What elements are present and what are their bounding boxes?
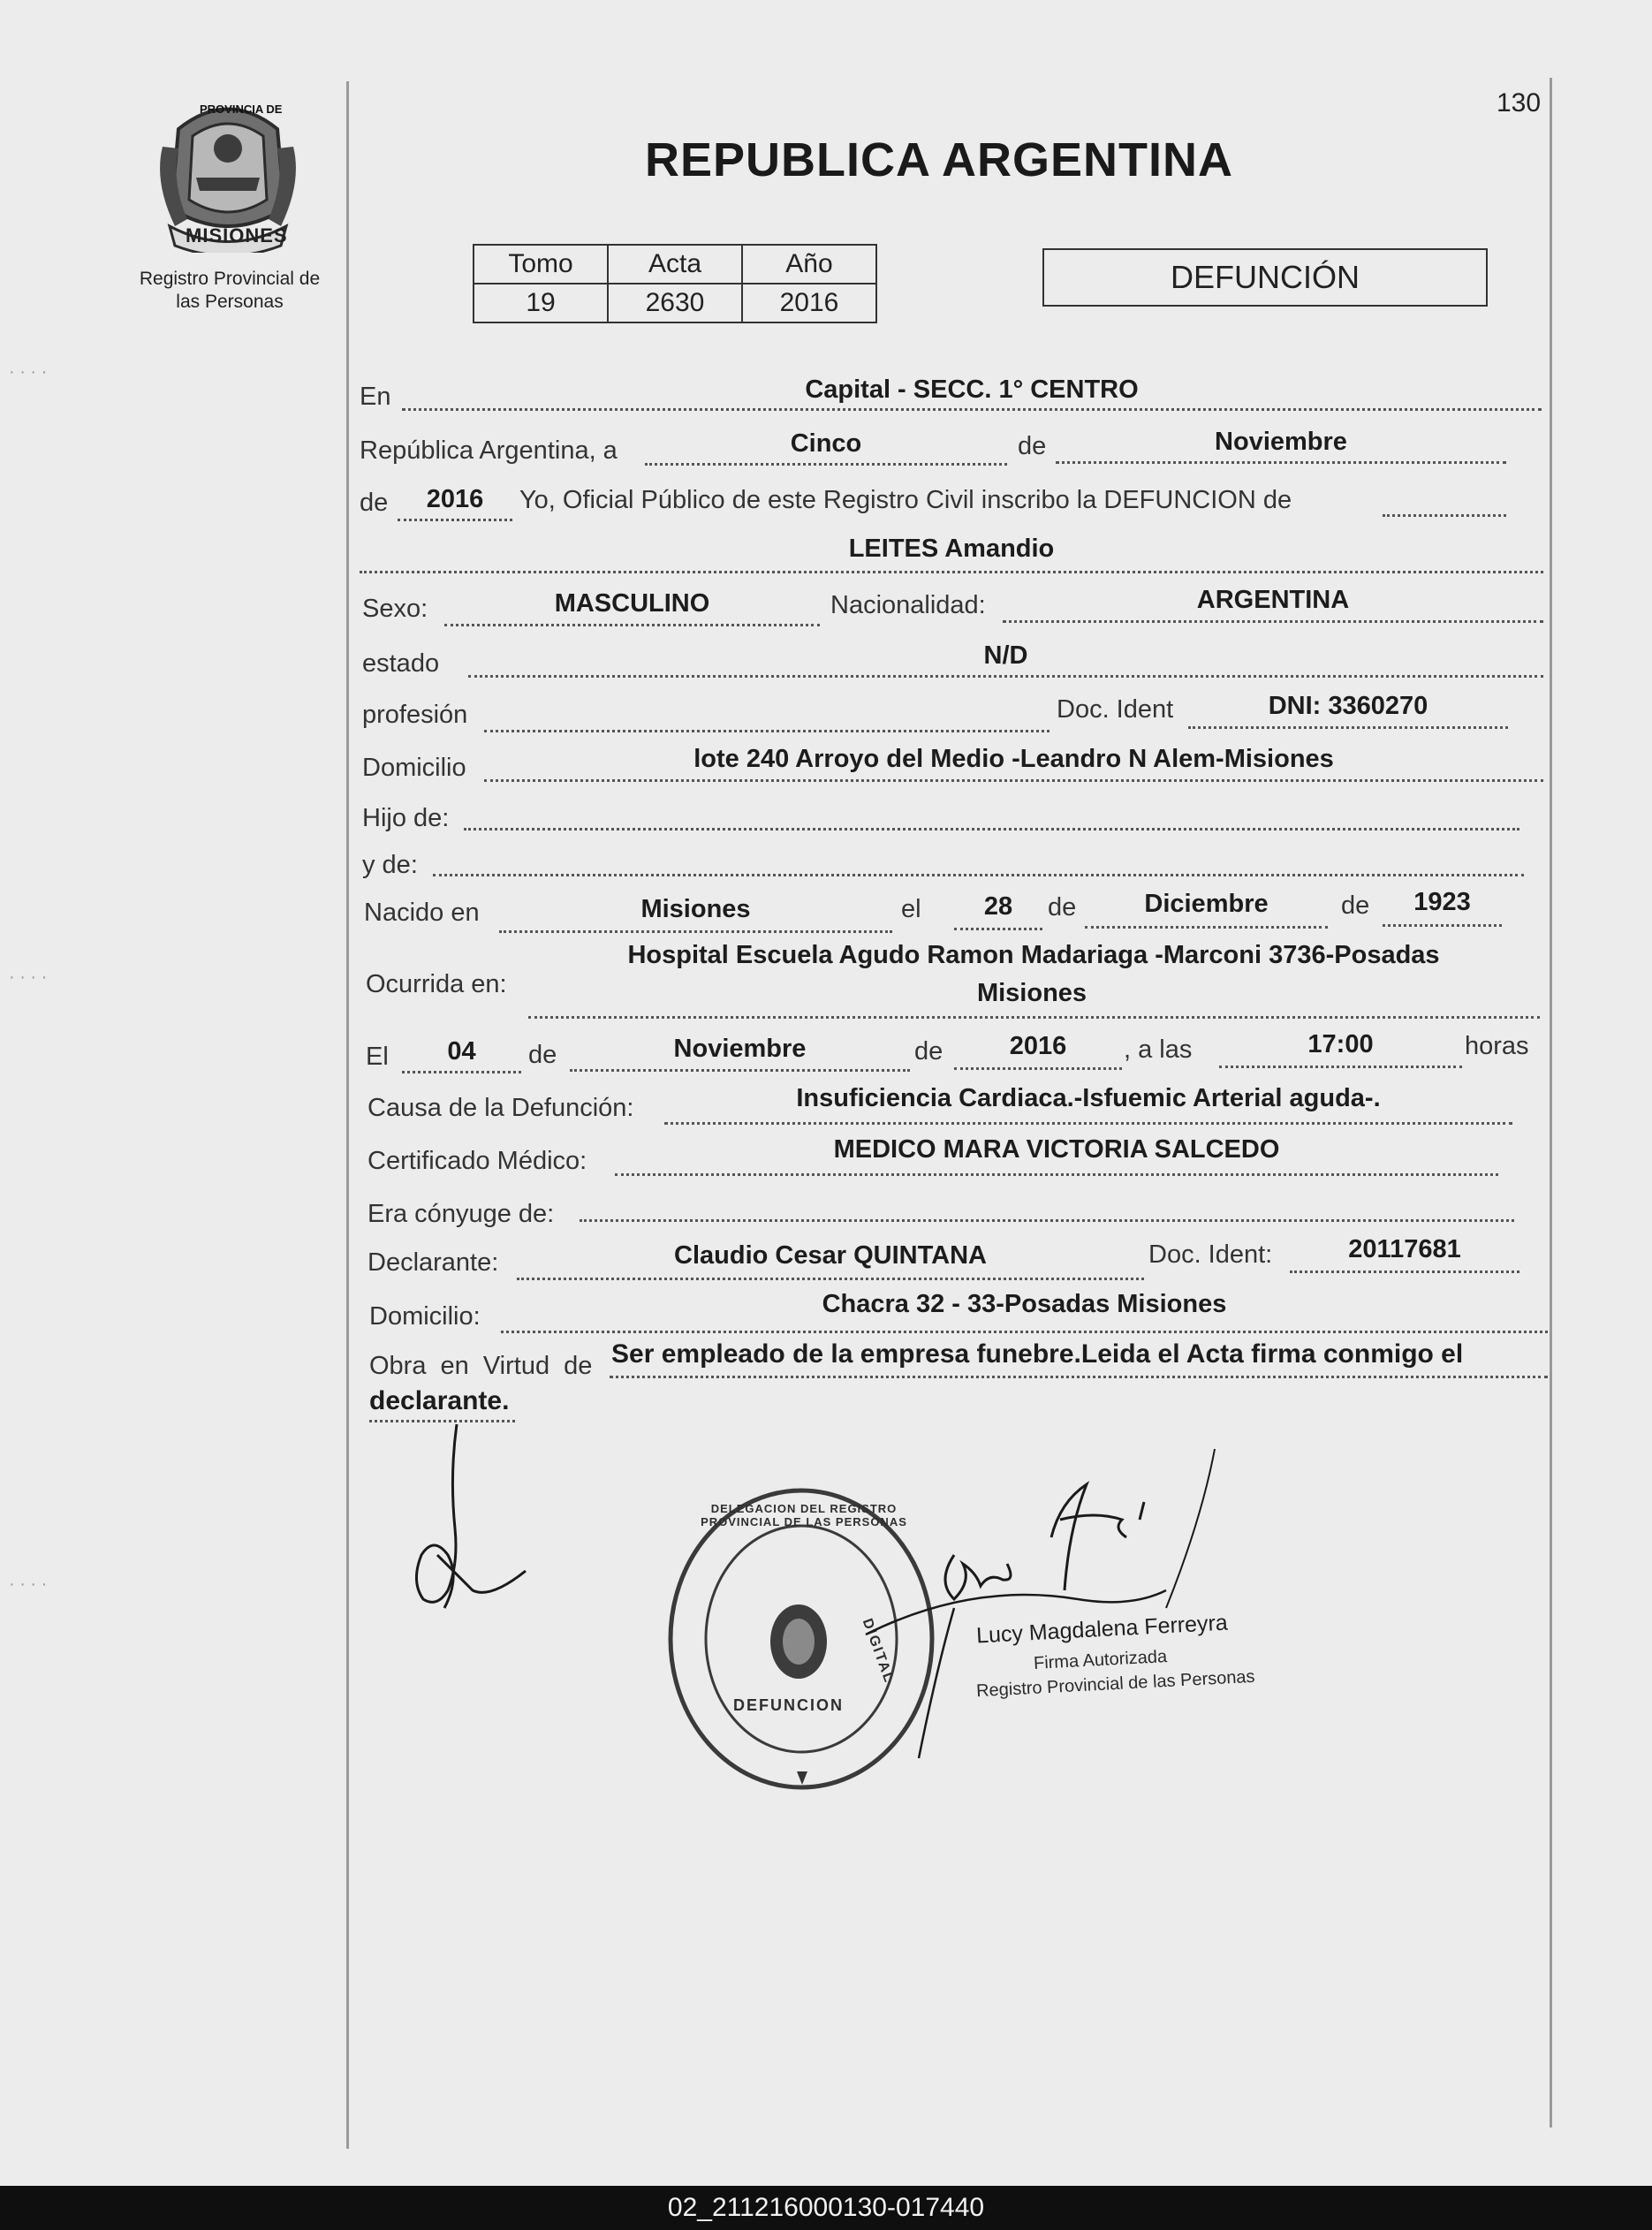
hijo-label: Hijo de: <box>362 804 450 832</box>
left-margin-rule <box>346 81 349 2149</box>
el-label: El <box>366 1043 389 1071</box>
estado-label: estado <box>362 649 440 678</box>
death-year-value: 2016 <box>1009 1032 1067 1060</box>
dotted-line <box>615 1173 1498 1176</box>
horas-label: horas <box>1465 1032 1529 1060</box>
declarante-doc-label: Doc. Ident: <box>1148 1240 1273 1269</box>
obra-line2-value: declarante. <box>369 1386 510 1415</box>
de-label: de <box>1048 893 1077 922</box>
dotted-line <box>645 463 1007 466</box>
dotted-line <box>464 828 1519 831</box>
dotted-line <box>1290 1270 1519 1273</box>
de-label: de <box>528 1041 557 1069</box>
sexo-value: MASCULINO <box>554 589 710 618</box>
conyuge-label: Era cónyuge de: <box>368 1200 555 1228</box>
de-label: de <box>914 1037 943 1066</box>
sexo-label: Sexo: <box>362 595 428 623</box>
certificado-label: Certificado Médico: <box>368 1147 587 1175</box>
declarant-signature <box>402 1422 543 1635</box>
obra-line1-value: Ser empleado de la empresa funebre.Leida el Acta firma conmigo el <box>611 1339 1464 1369</box>
nacionalidad-value: ARGENTINA <box>1196 586 1350 614</box>
dotted-line <box>360 571 1543 573</box>
seal-text-bottom: MISIONES <box>186 224 288 247</box>
dotted-line <box>954 928 1042 930</box>
registry-label <box>124 268 336 314</box>
dotted-line <box>484 730 1050 732</box>
deceased-name-value: LEITES Amandio <box>848 535 1055 563</box>
ocurrida-label: Ocurrida en: <box>366 970 507 998</box>
stamp-ring-text: DELEGACION DEL REGISTRO PROVINCIAL DE LAS PERSONAS <box>701 1502 907 1528</box>
table-cell-acta: 2630 <box>608 284 742 322</box>
registry-label-line1: Registro Provincial de <box>139 269 321 289</box>
dotted-line <box>1003 620 1543 623</box>
domicilio-value: lote 240 Arroyo del Medio -Leandro N Alem-Misiones <box>693 745 1334 773</box>
dotted-line <box>664 1122 1512 1125</box>
signatory-role: Firma Autorizada <box>1033 1647 1168 1673</box>
signatory-name: Lucy Magdalena Ferreyra <box>975 1610 1229 1649</box>
nacido-mes-value: Diciembre <box>1144 890 1269 918</box>
page-number: 130 <box>1497 88 1542 118</box>
death-month-value: Noviembre <box>673 1035 807 1063</box>
nacido-dia-value: 28 <box>983 892 1013 921</box>
seal-text-top: PROVINCIA DE <box>200 102 283 116</box>
death-time-value: 17:00 <box>1307 1030 1374 1058</box>
declarante-doc-value: 20117681 <box>1348 1235 1461 1263</box>
dotted-line <box>610 1376 1548 1378</box>
nacionalidad-label: Nacionalidad: <box>830 591 986 619</box>
domicilio-declarante-value: Chacra 32 - 33-Posadas Misiones <box>822 1290 1227 1318</box>
dotted-line <box>501 1331 1548 1333</box>
table-header-tomo: Tomo <box>474 245 608 284</box>
domicilio-label: Domicilio <box>362 754 466 782</box>
dotted-line <box>484 779 1543 782</box>
registry-label-line2: las Personas <box>176 292 284 312</box>
de-label: de <box>1341 891 1370 920</box>
republica-label: República Argentina, a <box>360 436 618 465</box>
doc-ident-label: Doc. Ident <box>1057 695 1174 724</box>
year-value: 2016 <box>426 485 484 513</box>
nacido-anio-value: 1923 <box>1413 888 1471 916</box>
dotted-line <box>468 675 1543 678</box>
table-cell-tomo: 19 <box>474 284 608 322</box>
record-table <box>473 244 877 323</box>
signatory-office: Registro Provincial de las Personas <box>975 1666 1256 1702</box>
table-header-acta: Acta <box>608 245 742 284</box>
nacido-lugar-value: Misiones <box>640 895 751 923</box>
dotted-line <box>1383 924 1502 927</box>
dotted-line <box>402 1071 521 1073</box>
dotted-line <box>570 1069 910 1072</box>
official-signature <box>795 1405 1254 1811</box>
dotted-line <box>580 1219 1514 1222</box>
dotted-line <box>1085 926 1328 929</box>
scan-mark: · · · · <box>9 967 48 987</box>
dotted-line <box>398 519 512 521</box>
scan-mark: · · · · <box>9 362 48 382</box>
en-label: En <box>360 383 391 411</box>
dotted-line <box>1188 726 1508 729</box>
declarante-label: Declarante: <box>368 1248 499 1277</box>
month-value: Noviembre <box>1215 428 1347 456</box>
ocurrida-line1-value: Hospital Escuela Agudo Ramon Madariaga -Marconi 3736-Posadas <box>627 941 1440 969</box>
dotted-line <box>402 408 1542 411</box>
doc-ident-value: DNI: 3360270 <box>1268 692 1428 720</box>
ocurrida-line2-value: Misiones <box>976 979 1087 1007</box>
profesion-label: profesión <box>362 701 468 729</box>
statement-text: Yo, Oficial Público de este Registro Civil inscribo la DEFUNCION de <box>519 486 1292 514</box>
file-id-footer: 02_211216000130-017440 <box>0 2186 1652 2230</box>
dotted-line <box>1219 1066 1462 1068</box>
table-header-anio: Año <box>742 245 876 284</box>
dotted-line <box>1056 461 1506 464</box>
table-cell-anio: 2016 <box>742 284 876 322</box>
estado-value: N/D <box>983 641 1028 670</box>
de-label: de <box>360 489 389 517</box>
domicilio-declarante-label: Domicilio: <box>369 1302 481 1331</box>
causa-value: Insuficiencia Cardiaca.-Isfuemic Arterial aguda-. <box>796 1084 1381 1112</box>
declarante-value: Claudio Cesar QUINTANA <box>674 1241 987 1270</box>
death-day-value: 04 <box>447 1037 476 1066</box>
dotted-line <box>528 1016 1540 1019</box>
place-value: Capital - SECC. 1° CENTRO <box>805 375 1139 404</box>
day-word-value: Cinco <box>790 429 862 458</box>
dotted-line <box>444 624 820 626</box>
y-de-label: y de: <box>362 851 418 879</box>
stamp-inner-right: DIGITAL <box>859 1616 897 1686</box>
dotted-line <box>499 930 892 933</box>
dotted-line <box>954 1067 1122 1070</box>
certificado-value: MEDICO MARA VICTORIA SALCEDO <box>833 1135 1280 1164</box>
a-las-label: , a las <box>1124 1035 1193 1064</box>
de-label: de <box>1018 432 1047 460</box>
stamp-inner-left: DEFUNCION <box>733 1696 844 1714</box>
document-type-box: DEFUNCIÓN <box>1042 248 1488 307</box>
el-label: el <box>901 895 921 923</box>
right-margin-rule <box>1550 78 1552 2128</box>
page-title: REPUBLICA ARGENTINA <box>645 133 1233 186</box>
scan-mark: · · · · <box>9 1574 48 1594</box>
obra-label: Obra en Virtud de <box>369 1352 593 1380</box>
causa-label: Causa de la Defunción: <box>368 1094 634 1122</box>
dotted-line <box>433 874 1524 876</box>
nacido-label: Nacido en <box>364 899 480 927</box>
dotted-line <box>1383 514 1506 517</box>
dotted-line <box>517 1278 1144 1280</box>
